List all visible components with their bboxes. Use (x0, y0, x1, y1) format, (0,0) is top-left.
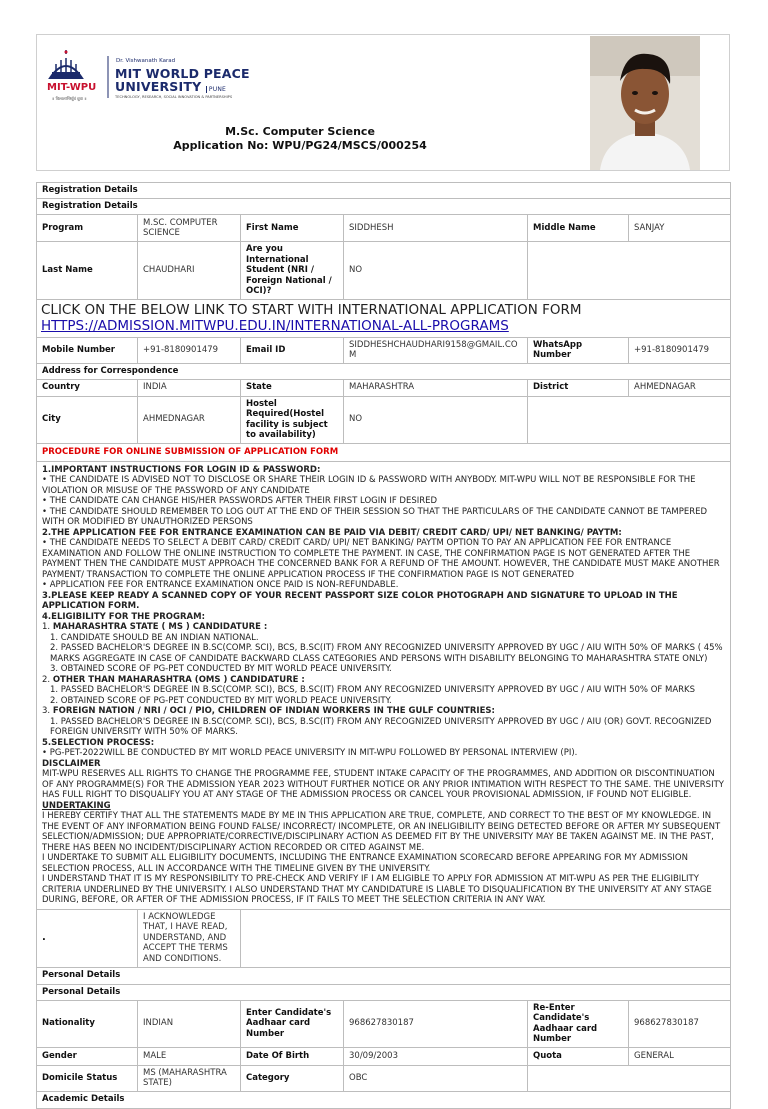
registration-subsection-title: Registration Details (37, 199, 731, 215)
address-subsection-title: Address for Correspondence (37, 363, 731, 379)
subsection-row (37, 199, 731, 215)
reenter-aadhaar-label: Re-Enter Candidate's Aadhaar card Number (528, 1000, 629, 1047)
city-label: City (37, 396, 138, 443)
category-label: Category (241, 1065, 344, 1091)
table-row (37, 379, 731, 396)
logo-line1: MIT WORLD PEACE (115, 66, 250, 81)
empty-cell (528, 1065, 731, 1091)
eligibility-item: 2. OBTAINED SCORE OF PG-PET CONDUCTED BY MIT WORLD PEACE UNIVERSITY. (50, 695, 392, 706)
application-number: Application No: WPU/PG24/MSCS/000254 (173, 139, 427, 152)
subsection-row (37, 984, 731, 1000)
instruction-item: • THE CANDIDATE NEEDS TO SELECT A DEBIT CARD/ CREDIT CARD/ UPI/ NET BANKING/ PAYTM OPTION TO PAY AN APPLICATION FEE FOR ENTRANCE EXAMINATION AND FOLLOW THE ONLINE INSTRUCTION TO COMPLETE THE PAYMENT. IN CASE, THE CONFIRMATION PAGE IS NOT GENERATED AFTER THE PAYMENT THEN THE CANDIDATE MUST APPROACH THE CONCERNED BANK FOR A REFUND OF THE AMOUNT. HOWEVER, THE CANDIDATE MUST MAKE ANOTHER PAYMENT/ TRANSACTION TO COMPLETE THE ONLINE APPLICATION PROCESS IF THE CONFIRMATION PAGE IS NOT GENERATED (42, 538, 720, 580)
selection-heading: 5.SELECTION PROCESS: (42, 737, 155, 748)
acknowledgement-row (37, 909, 731, 967)
international-notice: CLICK ON THE BELOW LINK TO START WITH INTERNATIONAL APPLICATION FORM (41, 302, 582, 318)
gender-label: Gender (37, 1047, 138, 1065)
mobile-label: Mobile Number (37, 337, 138, 363)
whatsapp-label: WhatsApp Number (528, 337, 629, 363)
logo-badge: MIT-WPU (47, 82, 97, 93)
category-value: OBC (344, 1065, 528, 1091)
empty-cell (528, 396, 731, 443)
eligibility-item: 1. CANDIDATE SHOULD BE AN INDIAN NATIONAL. (50, 632, 259, 643)
procedure-title-row (37, 443, 731, 461)
instruction-item: • THE CANDIDATE SHOULD REMEMBER TO LOG OUT AT THE END OF THEIR SESSION SO THAT THE PARTICULARS OF THE CANDIDATE CANNOT BE TAMPERED WITH OR MODIFIED BY UNAUTHORIZED PERSONS (42, 506, 708, 527)
undertaking-text: I UNDERTAKE TO SUBMIT ALL ELIGIBILITY DOCUMENTS, INCLUDING THE ENTRANCE EXAMINATION SCORECARD BEFORE APPEARING FOR MY ADMISSION SELECTION PROCESS, ALL IN ACCORDANCE WITH THE TIMELINE GIVEN BY THE UNIVERSITY. (42, 853, 688, 874)
eligibility-number: 1. (42, 622, 51, 632)
state-value: MAHARASHTRA (344, 379, 528, 396)
district-label: District (528, 379, 629, 396)
first-name-value: SIDDHESH (344, 215, 528, 242)
email-label: Email ID (241, 337, 344, 363)
payment-heading: 2.THE APPLICATION FEE FOR ENTRANCE EXAMINATION CAN BE PAID VIA DEBIT/ CREDIT CARD/ UPI/ NET BANKING/ PAYTM: (42, 527, 622, 538)
dob-value: 30/09/2003 (344, 1047, 528, 1065)
aadhaar-label: Enter Candidate's Aadhaar card Number (241, 1000, 344, 1047)
country-value: INDIA (138, 379, 241, 396)
middle-name-label: Middle Name (528, 215, 629, 242)
email-value: SIDDHESHCHAUDHARI9158@GMAIL.COM (344, 337, 528, 363)
aadhaar-value: 968627830187 (344, 1000, 528, 1047)
last-name-value: CHAUDHARI (138, 242, 241, 300)
undertaking-text: I HEREBY CERTIFY THAT ALL THE STATEMENTS MADE BY ME IN THIS APPLICATION ARE TRUE, COMPLETE, AND CORRECT TO THE BEST OF MY KNOWLEDGE. IN THE EVENT OF ANY INFORMATION BEING FOUND FALSE/ INCORRECT/ INCOMPLETE, OR AN INELIGIBILITY BEING DETECTED BEFORE OR AFTER MY SUBSEQUENT SELECTION/ADMISSION; DUE APPROPRIATE/CORRECTIVE/DISCIPLINARY ACTION AS DEEMED FIT BY THE UNIVERSITY MAY BE TAKEN AGAINST ME. IN THE PAST, THERE HAS BEEN NO INCIDENT/DISCIPLINARY ACTION RECORDED OR CITED AGAINST ME. (42, 811, 721, 853)
procedure-body-row (37, 461, 731, 909)
eligibility-title: OTHER THAN MAHARASHTRA (OMS ) CANDIDATURE : (52, 674, 305, 685)
quota-label: Quota (528, 1047, 629, 1065)
eligibility-item: 2. PASSED BACHELOR'S DEGREE IN B.SC(COMP. SCI), BCS, B.SC(IT) FROM ANY RECOGNIZED UNIVERSITY APPROVED BY UGC / AIU WITH 50% OF MARKS ( 45% MARKS AGGREGATE IN CASE OF CANDIDATE BACKWARD CLASS CATEGORIES AND PERSONS WITH DISABILITY BELONGING TO MAHARASHTRA STATE ONLY) (50, 643, 723, 664)
table-row (37, 215, 731, 242)
procedure-title: PROCEDURE FOR ONLINE SUBMISSION OF APPLICATION FORM (37, 443, 731, 461)
instructions-heading: 1.IMPORTANT INSTRUCTIONS FOR LOGIN ID & PASSWORD: (42, 464, 321, 475)
empty-cell (528, 242, 731, 300)
table-row (37, 337, 731, 363)
course-title: M.Sc. Computer Science (225, 125, 375, 138)
last-name-label: Last Name (37, 242, 138, 300)
eligibility-heading: 4.ELIGIBILITY FOR THE PROGRAM: (42, 611, 205, 622)
photo-illustration (590, 36, 700, 170)
program-value: M.SC. COMPUTER SCIENCE (138, 215, 241, 242)
district-value: AHMEDNAGAR (629, 379, 731, 396)
table-row (37, 1065, 731, 1091)
mobile-value: +91-8180901479 (138, 337, 241, 363)
dob-label: Date Of Birth (241, 1047, 344, 1065)
first-name-label: First Name (241, 215, 344, 242)
instruction-item: • THE CANDIDATE IS ADVISED NOT TO DISCLOSE OR SHARE THEIR LOGIN ID & PASSWORD WITH ANYBODY. MIT-WPU WILL NOT BE RESPONSIBLE FOR THE VIOLATION OR MISUSE OF THE PASSWORD OF ANY CANDIDATE (42, 475, 696, 496)
quota-value: GENERAL (629, 1047, 731, 1065)
disclaimer-text: MIT-WPU RESERVES ALL RIGHTS TO CHANGE THE PROGRAMME FEE, STUDENT INTAKE CAPACITY OF THE PROGRAMMES, AND ADDITION OR DISCONTINUATION OF ANY PROGRAMME(S) FOR THE ADMISSION YEAR 2023 WITHOUT FURTHER NOTICE OR ANY PRIOR INTIMATION WITH RESPECT TO THE SAME. THE UNIVERSITY HAS FULL RIGHT TO DISQUALIFY YOU AT ANY STAGE OF THE ADMISSION PROCESS OR CANCEL YOUR PROVISIONAL ADMISSION, IF FOUND NOT ELIGIBLE. (42, 769, 724, 800)
application-header (140, 125, 460, 153)
registration-section-title: Registration Details (37, 183, 731, 199)
middle-name-value: SANJAY (629, 215, 731, 242)
logo-founder: Dr. Vishwanath Karad (116, 58, 176, 64)
eligibility-title: FOREIGN NATION / NRI / OCI / PIO, CHILDREN OF INDIAN WORKERS IN THE GULF COUNTRIES: (52, 706, 495, 716)
selection-item: • PG-PET-2022WILL BE CONDUCTED BY MIT WORLD PEACE UNIVERSITY IN MIT-WPU FOLLOWED BY PERSONAL INTERVIEW (PI). (42, 748, 578, 758)
eligibility-group (42, 675, 725, 686)
international-notice-row (37, 299, 731, 337)
eligibility-title: MAHARASHTRA STATE ( MS ) CANDIDATURE : (52, 622, 268, 632)
logo-line2: UNIVERSITY (115, 79, 202, 94)
table-row (37, 396, 731, 443)
state-label: State (241, 379, 344, 396)
logo-city: PUNE (206, 86, 226, 93)
eligibility-group (42, 706, 725, 717)
section-row (37, 967, 731, 984)
logo-title (115, 67, 250, 96)
international-notice-cell (37, 299, 731, 337)
disclaimer-heading: DISCLAIMER (42, 758, 101, 769)
logo-tagline: TECHNOLOGY, RESEARCH, SOCIAL INNOVATION & PARTNERSHIPS (115, 95, 233, 99)
gender-value: MALE (138, 1047, 241, 1065)
domicile-value: MS (MAHARASHTRA STATE) (138, 1065, 241, 1091)
domicile-label: Domicile Status (37, 1065, 138, 1091)
personal-subsection-title: Personal Details (37, 984, 731, 1000)
reenter-aadhaar-value: 968627830187 (629, 1000, 731, 1047)
eligibility-group (42, 622, 725, 633)
eligibility-item: 3. OBTAINED SCORE OF PG-PET CONDUCTED BY MIT WORLD PEACE UNIVERSITY. (50, 664, 392, 674)
eligibility-item: 1. PASSED BACHELOR'S DEGREE IN B.SC(COMP. SCI), BCS, B.SC(IT) FROM ANY RECOGNIZED UNIVERSITY APPROVED BY UGC / AIU WITH 50% OF MARKS (50, 685, 696, 695)
program-label: Program (37, 215, 138, 242)
acknowledgement-checkbox[interactable]: . (37, 909, 138, 967)
logo-motto: ॥ विश्वशान्तिर्ध्रुवं ध्रुवा ॥ (52, 96, 87, 101)
empty-cell (241, 909, 731, 967)
hostel-label: Hostel Required(Hostel facility is subject to availability) (241, 396, 344, 443)
eligibility-number: 2. (42, 674, 51, 685)
nationality-value: INDIAN (138, 1000, 241, 1047)
international-student-label: Are you International Student (NRI / Foreign National / OCI)? (241, 242, 344, 300)
nationality-label: Nationality (37, 1000, 138, 1047)
city-value: AHMEDNAGAR (138, 396, 241, 443)
acknowledgement-text: I ACKNOWLEDGE THAT, I HAVE READ, UNDERSTAND, AND ACCEPT THE TERMS AND CONDITIONS. (138, 909, 241, 967)
section-row (37, 1091, 731, 1108)
section-row (37, 183, 731, 199)
table-row (37, 242, 731, 300)
undertaking-heading: UNDERTAKING (42, 800, 111, 811)
photo-heading: 3.PLEASE KEEP READY A SCANNED COPY OF YOUR RECENT PASSPORT SIZE COLOR PHOTOGRAPH AND SIGNATURE TO UPLOAD IN THE APPLICATION FORM. (42, 590, 678, 611)
logo-line2-row (115, 80, 250, 96)
international-application-link[interactable]: HTTPS://ADMISSION.MITWPU.EDU.IN/INTERNATIONAL-ALL-PROGRAMS (41, 318, 509, 334)
whatsapp-value: +91-8180901479 (629, 337, 731, 363)
undertaking-text: I UNDERSTAND THAT IT IS MY RESPONSIBILITY TO PRE-CHECK AND VERIFY IF I AM ELIGIBLE TO APPLY FOR ADMISSION AT MIT-WPU AS PER THE ELIGIBILITY CRITERIA UNDERLINED BY THE UNIVERSITY. I ALSO UNDERSTAND THAT MY CANDIDATURE IS LIABLE TO DISQUALIFICATION BY THE UNIVERSITY AT ANY STAGE DURING, BEFORE, OR AFTER OF THE ADMISSION PROCESS, IF IT FAILS TO MEET THE SELECTION CRITERIA IN ANY WAY. (42, 874, 712, 905)
instruction-item: • APPLICATION FEE FOR ENTRANCE EXAMINATION ONCE PAID IS NON-REFUNDABLE. (42, 580, 399, 590)
instruction-item: • THE CANDIDATE CAN CHANGE HIS/HER PASSWORDS AFTER THEIR FIRST LOGIN IF DESIRED (42, 496, 438, 506)
personal-section-title: Personal Details (37, 967, 731, 984)
dome-emblem-icon (50, 50, 82, 78)
applicant-photo (590, 36, 700, 170)
table-row (37, 1047, 731, 1065)
eligibility-number: 3. (42, 706, 51, 716)
application-form-table (36, 182, 731, 1109)
procedure-body (37, 461, 731, 909)
international-student-value: NO (344, 242, 528, 300)
eligibility-item: 1. PASSED BACHELOR'S DEGREE IN B.SC(COMP. SCI), BCS, B.SC(IT) FROM ANY RECOGNIZED UNIVERSITY APPROVED BY UGC / AIU (OR) GOVT. RECOGNIZED FOREIGN UNIVERSITY WITH 50% OF MARKS. (50, 716, 712, 737)
academic-section-title: Academic Details (37, 1091, 731, 1108)
subsection-row (37, 363, 731, 379)
country-label: Country (37, 379, 138, 396)
hostel-value: NO (344, 396, 528, 443)
